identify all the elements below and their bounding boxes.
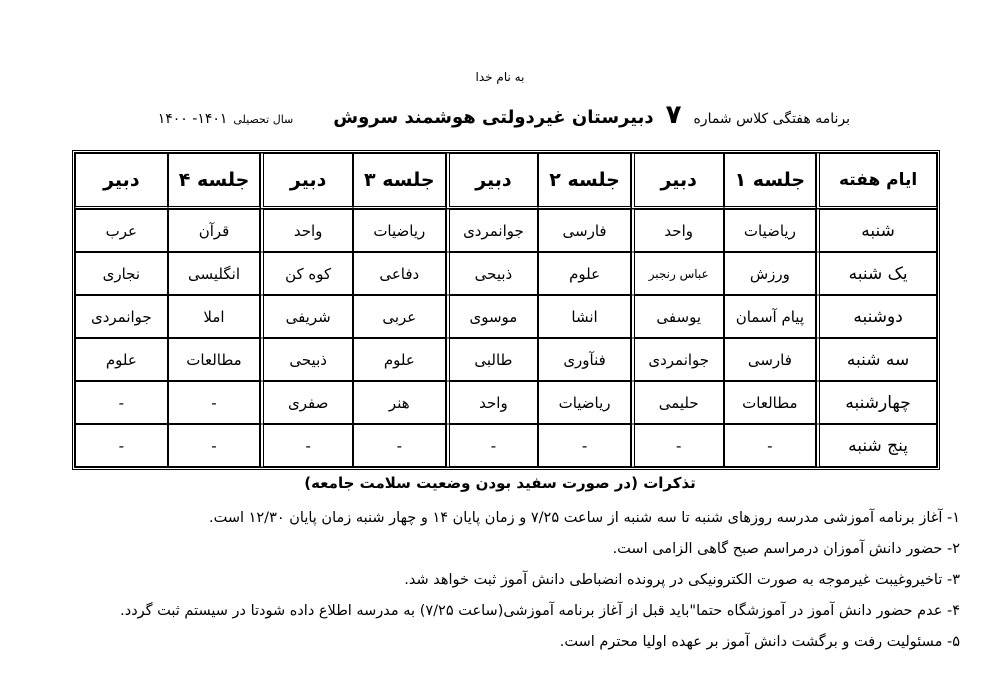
teacher-cell: - xyxy=(446,424,539,467)
teacher-cell: جوانمردی xyxy=(631,338,724,381)
day-cell: پنج شنبه xyxy=(816,424,937,467)
subject-cell: فارسی xyxy=(538,209,631,252)
teacher-cell: کوه کن xyxy=(260,252,353,295)
subject-cell: مطالعات xyxy=(724,381,817,424)
teacher-cell: - xyxy=(260,424,353,467)
note-item: ۳- تاخیروغیبت غیرموجه به صورت الکترونیکی در پرونده انضباطی دانش آموز ثبت خواهد شد. xyxy=(404,572,960,588)
subject-cell: عربی xyxy=(353,295,446,338)
subject-cell: - xyxy=(168,381,261,424)
subject-cell: - xyxy=(538,424,631,467)
subject-cell: - xyxy=(724,424,817,467)
teacher-cell: جوانمردی xyxy=(75,295,168,338)
header-teacher-4: دبیر xyxy=(75,153,168,209)
subject-cell: انشا xyxy=(538,295,631,338)
teacher-cell: یوسفی xyxy=(631,295,724,338)
subject-cell: ریاضیات xyxy=(538,381,631,424)
header-session-3: جلسه ۳ xyxy=(353,153,446,209)
subject-cell: دفاعی xyxy=(353,252,446,295)
header-teacher-3: دبیر xyxy=(260,153,353,209)
day-cell: چهارشنبه xyxy=(816,381,937,424)
teacher-cell: نجاری xyxy=(75,252,168,295)
subject-cell: ورزش xyxy=(724,252,817,295)
subject-cell: - xyxy=(353,424,446,467)
subject-cell: ریاضیات xyxy=(353,209,446,252)
subject-cell: قرآن xyxy=(168,209,261,252)
teacher-cell: جوانمردی xyxy=(446,209,539,252)
bismillah-heading: به نام خدا xyxy=(475,70,525,84)
day-cell: یک شنبه xyxy=(816,252,937,295)
table-row xyxy=(75,381,937,424)
weekly-schedule-table xyxy=(72,150,940,470)
table-row xyxy=(75,209,937,252)
note-item: ۵- مسئولیت رفت و برگشت دانش آموز بر عهده اولیا محترم است. xyxy=(559,634,960,650)
teacher-cell: موسوی xyxy=(446,295,539,338)
day-cell: شنبه xyxy=(816,209,937,252)
teacher-cell: علوم xyxy=(75,338,168,381)
teacher-cell: واحد xyxy=(260,209,353,252)
notes-list xyxy=(60,503,960,658)
subject-cell: ریاضیات xyxy=(724,209,817,252)
table-row xyxy=(75,338,937,381)
document-title xyxy=(157,100,850,134)
teacher-cell: شریفی xyxy=(260,295,353,338)
notes-title: تذکرات (در صورت سفید بودن وضعیت سلامت جامعه) xyxy=(304,474,696,492)
header-session-1: جلسه ۱ xyxy=(724,153,817,209)
teacher-cell: طالبی xyxy=(446,338,539,381)
teacher-cell: حلیمی xyxy=(631,381,724,424)
subject-cell: فنآوری xyxy=(538,338,631,381)
table-row xyxy=(75,295,937,338)
teacher-cell: واحد xyxy=(446,381,539,424)
subject-cell: - xyxy=(168,424,261,467)
program-label: برنامه هفتگی کلاس شماره xyxy=(693,111,850,127)
year-value: ۱۴۰۱- ۱۴۰۰ xyxy=(157,111,228,127)
header-teacher-1: دبیر xyxy=(631,153,724,209)
note-item: ۱- آغاز برنامه آموزشی مدرسه روزهای شنبه تا سه شنبه از ساعت ۷/۲۵ و زمان پایان ۱۴ و چهار شنبه زمان پایان ۱۲/۳۰ است. xyxy=(208,510,960,526)
table-row xyxy=(75,424,937,467)
teacher-cell: عرب xyxy=(75,209,168,252)
subject-cell: فارسی xyxy=(724,338,817,381)
year-label: سال تحصیلی xyxy=(233,113,294,126)
subject-cell: پیام آسمان xyxy=(724,295,817,338)
header-session-4: جلسه ۴ xyxy=(168,153,261,209)
teacher-cell: عباس رنجبر xyxy=(631,252,724,295)
class-number: ۷ xyxy=(665,100,682,130)
teacher-cell: ذبیحی xyxy=(260,338,353,381)
subject-cell: مطالعات xyxy=(168,338,261,381)
note-item: ۲- حضور دانش آموزان درمراسم صبح گاهی الزامی است. xyxy=(612,541,960,557)
subject-cell: هنر xyxy=(353,381,446,424)
note-item: ۴- عدم حضور دانش آموز در آموزشگاه حتما"باید قبل از آغاز برنامه آموزشی(ساعت ۷/۲۵) به مدرسه اطلاع داده شودتا در سیستم ثبت گردد. xyxy=(120,603,960,619)
header-teacher-2: دبیر xyxy=(446,153,539,209)
day-cell: دوشنبه xyxy=(816,295,937,338)
teacher-cell: - xyxy=(75,381,168,424)
table-row xyxy=(75,252,937,295)
subject-cell: علوم xyxy=(353,338,446,381)
subject-cell: املا xyxy=(168,295,261,338)
day-cell: سه شنبه xyxy=(816,338,937,381)
subject-cell: انگلیسی xyxy=(168,252,261,295)
teacher-cell: - xyxy=(631,424,724,467)
table-header-row xyxy=(75,153,937,209)
teacher-cell: صفری xyxy=(260,381,353,424)
teacher-cell: - xyxy=(75,424,168,467)
school-name: دبیرستان غیردولتی هوشمند سروش xyxy=(333,107,654,128)
header-session-2: جلسه ۲ xyxy=(538,153,631,209)
teacher-cell: واحد xyxy=(631,209,724,252)
subject-cell: علوم xyxy=(538,252,631,295)
header-days: ایام هفته xyxy=(816,153,937,209)
teacher-cell: ذبیحی xyxy=(446,252,539,295)
